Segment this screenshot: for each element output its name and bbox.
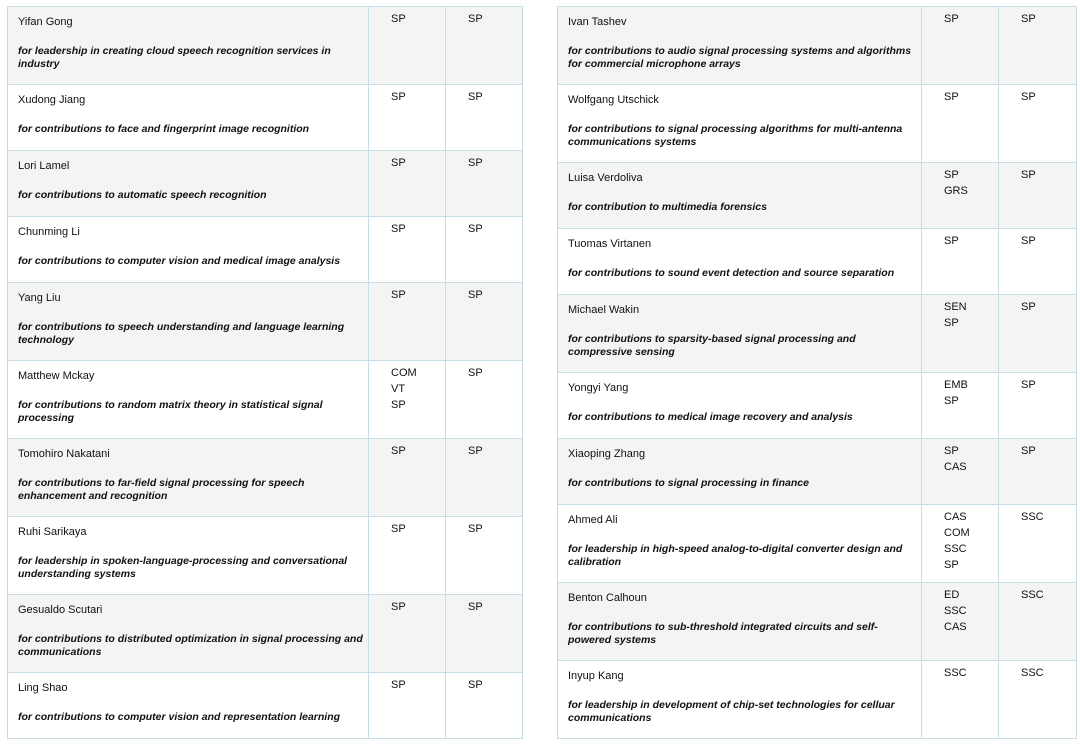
- section-codes-cell: [369, 673, 446, 739]
- fellow-citation: for contributions to audio signal processing systems and algorithms for commercial microphone arrays: [568, 45, 912, 70]
- fellow-info-cell: [8, 517, 369, 595]
- section-code: SP: [944, 235, 959, 247]
- section-code: GRS: [944, 185, 968, 197]
- society-code-cell: [446, 7, 523, 85]
- fellow-row: [8, 517, 523, 595]
- fellow-info-cell: [558, 661, 922, 739]
- fellow-row: [558, 439, 1077, 505]
- fellow-row: [558, 229, 1077, 295]
- fellow-name: Xudong Jiang: [18, 94, 86, 106]
- section-codes-cell: [922, 85, 999, 163]
- society-code-cell: [446, 595, 523, 673]
- society-code-cell: [999, 373, 1077, 439]
- section-codes-cell: [922, 505, 999, 583]
- fellow-info-cell: [558, 85, 922, 163]
- fellow-info-cell: [558, 583, 922, 661]
- fellows-table-left: [7, 6, 523, 739]
- society-code: SP: [468, 289, 483, 301]
- fellow-row: [558, 163, 1077, 229]
- section-codes-cell: [369, 517, 446, 595]
- fellows-table-right-body: [558, 7, 1077, 739]
- fellow-name: Benton Calhoun: [568, 592, 647, 604]
- fellow-citation: for contributions to sound event detection and source separation: [568, 267, 895, 279]
- society-code: SP: [1021, 13, 1036, 25]
- section-code: COM: [391, 367, 417, 379]
- society-code: SP: [468, 367, 483, 379]
- fellow-info-cell: [558, 7, 922, 85]
- fellow-info-cell: [8, 7, 369, 85]
- section-code: SP: [391, 223, 406, 235]
- society-code-cell: [446, 85, 523, 151]
- section-code: SP: [944, 169, 959, 181]
- section-code: SP: [944, 13, 959, 25]
- society-code-cell: [446, 151, 523, 217]
- society-code: SSC: [1021, 589, 1044, 601]
- section-code: SSC: [944, 605, 967, 617]
- section-code: SP: [944, 91, 959, 103]
- section-codes-cell: [369, 361, 446, 439]
- society-code-cell: [999, 583, 1077, 661]
- section-codes-cell: [369, 283, 446, 361]
- society-code-cell: [999, 163, 1077, 229]
- fellow-row: [8, 7, 523, 85]
- fellow-name: Inyup Kang: [568, 670, 624, 682]
- society-code-cell: [446, 673, 523, 739]
- fellow-info-cell: [558, 295, 922, 373]
- fellow-name: Yang Liu: [18, 292, 61, 304]
- section-code: SP: [391, 157, 406, 169]
- society-code: SP: [468, 13, 483, 25]
- section-code: CAS: [944, 621, 967, 633]
- section-codes-cell: [922, 295, 999, 373]
- fellow-row: [8, 85, 523, 151]
- fellow-name: Chunming Li: [18, 226, 80, 238]
- fellow-citation: for contributions to sparsity-based signal processing and compressive sensing: [568, 333, 856, 358]
- fellow-name: Ivan Tashev: [568, 16, 627, 28]
- fellow-citation: for leadership in creating cloud speech recognition services in industry: [18, 45, 331, 70]
- fellow-info-cell: [8, 151, 369, 217]
- society-code: SP: [1021, 235, 1036, 247]
- fellows-table-right: [557, 6, 1077, 739]
- fellow-info-cell: [8, 439, 369, 517]
- fellow-citation: for leadership in development of chip-set technologies for celluar communications: [568, 699, 895, 724]
- fellow-citation: for contributions to face and fingerprint image recognition: [18, 123, 310, 135]
- society-code: SP: [468, 445, 483, 457]
- fellow-row: [558, 661, 1077, 739]
- fellow-name: Matthew Mckay: [18, 370, 95, 382]
- fellow-info-cell: [8, 217, 369, 283]
- society-code-cell: [999, 439, 1077, 505]
- fellow-row: [558, 85, 1077, 163]
- section-codes-cell: [922, 373, 999, 439]
- section-codes-cell: [922, 439, 999, 505]
- fellow-row: [558, 373, 1077, 439]
- fellow-row: [8, 595, 523, 673]
- fellow-row: [8, 439, 523, 517]
- section-code: CAS: [944, 461, 967, 473]
- fellow-citation: for contributions to automatic speech recognition: [18, 189, 267, 201]
- society-code-cell: [999, 295, 1077, 373]
- section-code: SP: [391, 91, 406, 103]
- fellow-name: Tuomas Virtanen: [568, 238, 652, 250]
- society-code: SP: [468, 523, 483, 535]
- section-codes-cell: [922, 661, 999, 739]
- fellow-row: [8, 283, 523, 361]
- fellows-table-left-body: [8, 7, 523, 739]
- fellow-citation: for contributions to signal processing in finance: [568, 477, 809, 489]
- section-codes-cell: [369, 151, 446, 217]
- section-codes-cell: [369, 595, 446, 673]
- society-code: SP: [468, 91, 483, 103]
- fellow-name: Tomohiro Nakatani: [18, 448, 110, 460]
- fellow-row: [8, 673, 523, 739]
- society-code: SP: [1021, 445, 1036, 457]
- society-code-cell: [999, 85, 1077, 163]
- fellow-row: [8, 151, 523, 217]
- fellow-citation: for contribution to multimedia forensics: [568, 201, 767, 213]
- section-code: EMB: [944, 379, 968, 391]
- section-code: SP: [944, 317, 959, 329]
- fellow-citation: for contributions to sub-threshold integrated circuits and self-powered systems: [568, 621, 878, 646]
- fellow-name: Luisa Verdoliva: [568, 172, 643, 184]
- fellow-citation: for contributions to signal processing algorithms for multi-antenna communications systems: [568, 123, 903, 148]
- section-codes-cell: [922, 229, 999, 295]
- fellow-info-cell: [558, 229, 922, 295]
- fellow-info-cell: [8, 361, 369, 439]
- section-codes-cell: [922, 7, 999, 85]
- fellow-row: [558, 295, 1077, 373]
- fellow-row: [8, 361, 523, 439]
- fellow-row: [8, 217, 523, 283]
- section-codes-cell: [922, 583, 999, 661]
- society-code-cell: [446, 517, 523, 595]
- society-code-cell: [999, 229, 1077, 295]
- section-codes-cell: [369, 7, 446, 85]
- fellow-info-cell: [8, 595, 369, 673]
- section-codes-cell: [922, 163, 999, 229]
- fellow-name: Ruhi Sarikaya: [18, 526, 87, 538]
- section-code: SP: [391, 445, 406, 457]
- fellow-info-cell: [558, 439, 922, 505]
- fellow-citation: for contributions to computer vision and representation learning: [18, 711, 341, 723]
- fellow-citation: for leadership in high-speed analog-to-digital converter design and calibration: [568, 543, 903, 568]
- society-code: SP: [1021, 169, 1036, 181]
- fellow-name: Gesualdo Scutari: [18, 604, 103, 616]
- society-code: SP: [468, 157, 483, 169]
- section-code: SP: [391, 601, 406, 613]
- section-code: CAS: [944, 511, 967, 523]
- section-codes-cell: [369, 217, 446, 283]
- society-code: SSC: [1021, 511, 1044, 523]
- section-code: SP: [391, 679, 406, 691]
- fellow-citation: for contributions to computer vision and medical image analysis: [18, 255, 341, 267]
- section-code: SP: [391, 289, 406, 301]
- section-code: ED: [944, 589, 960, 601]
- section-code: SSC: [944, 543, 967, 555]
- society-code-cell: [446, 217, 523, 283]
- society-code-cell: [999, 7, 1077, 85]
- section-codes-cell: [369, 85, 446, 151]
- society-code: SSC: [1021, 667, 1044, 679]
- fellow-info-cell: [558, 373, 922, 439]
- section-code: SSC: [944, 667, 967, 679]
- fellow-info-cell: [558, 505, 922, 583]
- fellow-info-cell: [8, 283, 369, 361]
- fellow-name: Yongyi Yang: [568, 382, 629, 394]
- fellow-citation: for contributions to far-field signal processing for speech enhancement and recognition: [18, 477, 305, 502]
- society-code: SP: [468, 223, 483, 235]
- section-code: SP: [391, 13, 406, 25]
- society-code: SP: [1021, 91, 1036, 103]
- fellow-citation: for leadership in spoken-language-processing and conversational understanding systems: [18, 555, 348, 580]
- society-code: SP: [1021, 379, 1036, 391]
- section-code: SP: [944, 395, 959, 407]
- fellow-name: Xiaoping Zhang: [568, 448, 646, 460]
- section-code: VT: [391, 383, 406, 395]
- fellow-citation: for contributions to random matrix theory in statistical signal processing: [18, 399, 323, 424]
- society-code-cell: [999, 505, 1077, 583]
- fellow-row: [558, 7, 1077, 85]
- fellow-row: [558, 505, 1077, 583]
- fellow-name: Ahmed Ali: [568, 514, 618, 526]
- fellow-citation: for contributions to medical image recovery and analysis: [568, 411, 853, 423]
- fellow-citation: for contributions to speech understanding and language learning technology: [18, 321, 345, 346]
- fellow-info-cell: [558, 163, 922, 229]
- society-code: SP: [1021, 301, 1036, 313]
- fellow-citation: for contributions to distributed optimization in signal processing and communications: [18, 633, 363, 658]
- fellow-name: Wolfgang Utschick: [568, 94, 659, 106]
- society-code-cell: [446, 361, 523, 439]
- fellow-name: Ling Shao: [18, 682, 68, 694]
- fellow-name: Michael Wakin: [568, 304, 640, 316]
- society-code: SP: [468, 679, 483, 691]
- fellow-name: Lori Lamel: [18, 160, 70, 172]
- section-code: COM: [944, 527, 970, 539]
- section-code: SEN: [944, 301, 967, 313]
- section-code: SP: [391, 523, 406, 535]
- society-code-cell: [446, 283, 523, 361]
- section-code: SP: [391, 399, 406, 411]
- section-code: SP: [944, 445, 959, 457]
- society-code-cell: [446, 439, 523, 517]
- society-code-cell: [999, 661, 1077, 739]
- society-code: SP: [468, 601, 483, 613]
- fellow-row: [558, 583, 1077, 661]
- fellow-info-cell: [8, 673, 369, 739]
- section-code: SP: [944, 559, 959, 571]
- fellow-info-cell: [8, 85, 369, 151]
- section-codes-cell: [369, 439, 446, 517]
- fellow-name: Yifan Gong: [18, 16, 73, 28]
